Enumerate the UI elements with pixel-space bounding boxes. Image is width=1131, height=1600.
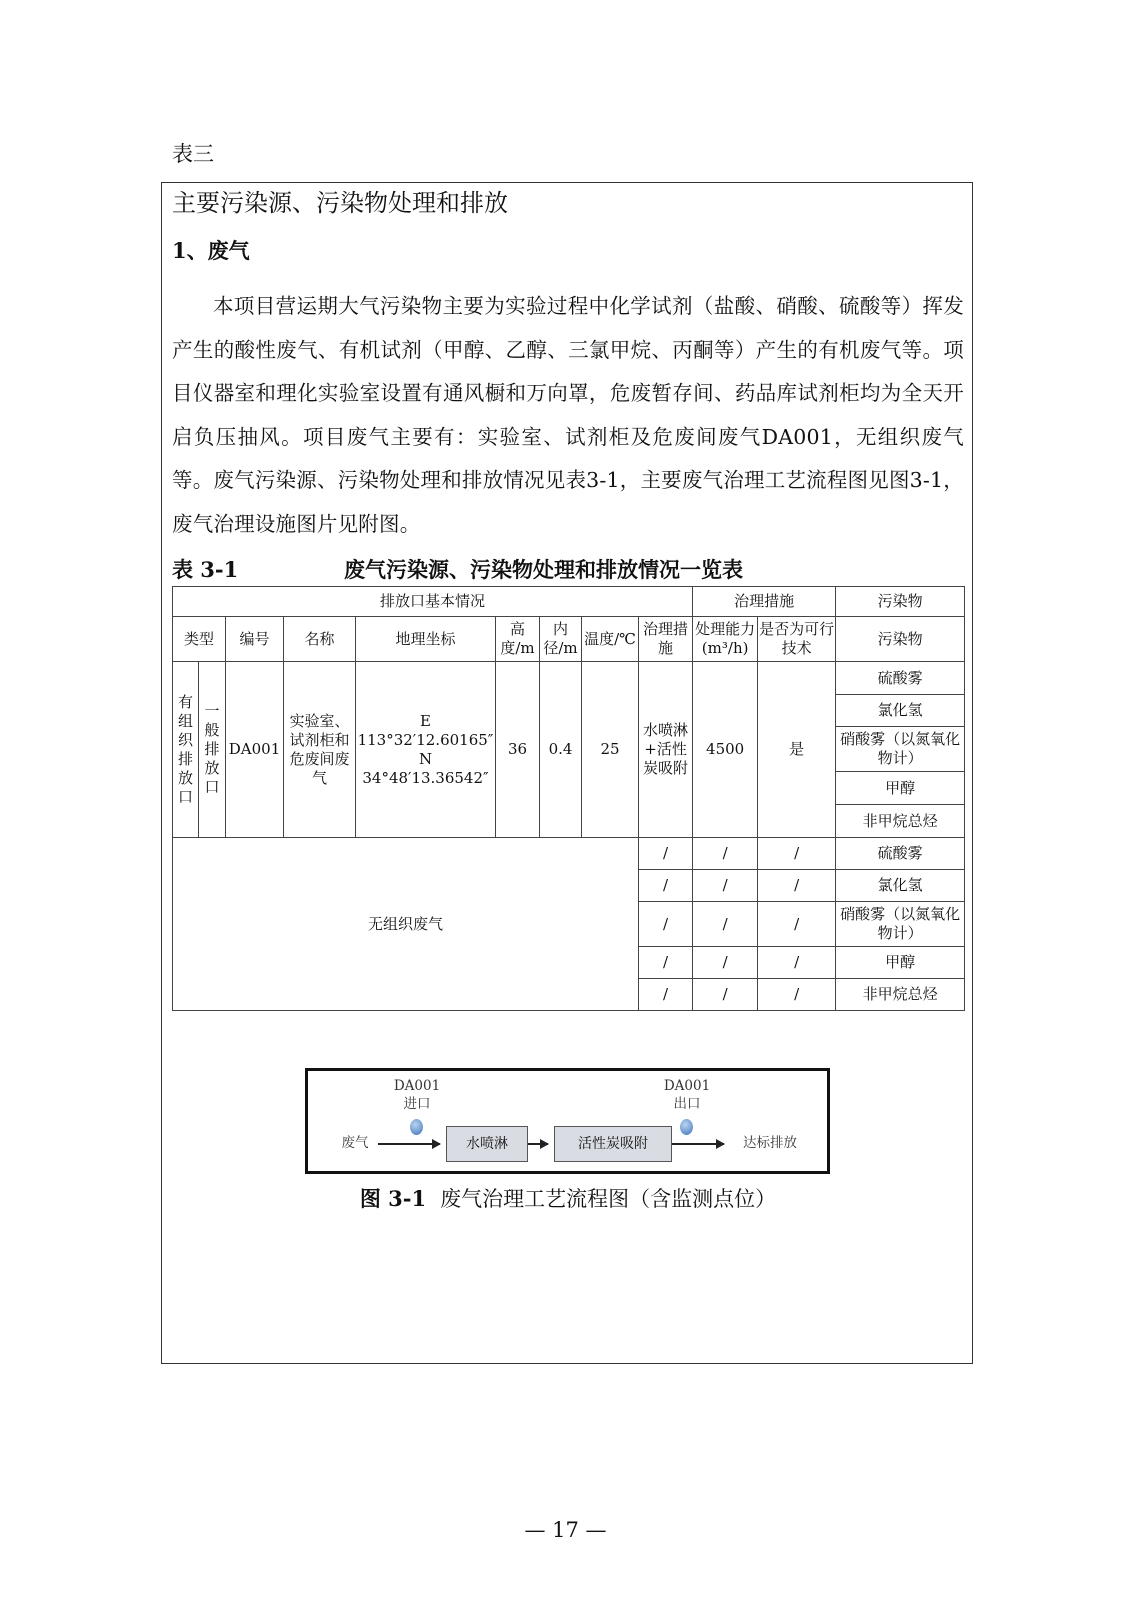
table-caption-number: 表 3-1 — [172, 557, 239, 582]
fugitive-feasible: / — [758, 947, 836, 979]
fugitive-measure: / — [639, 902, 693, 947]
arrow-2-icon — [528, 1143, 548, 1145]
outlet-code: DA001 — [226, 662, 284, 838]
outlet-monitor-point-icon — [680, 1119, 693, 1135]
fugitive-capacity: / — [693, 979, 758, 1011]
pollutant-cell: 硝酸雾（以氮氧化物计） — [836, 727, 965, 772]
fugitive-feasible: / — [758, 902, 836, 947]
treatment-capacity: 4500 — [693, 662, 758, 838]
type-general-outlet: 一般排放口 — [199, 662, 226, 838]
type-organized: 有组织排放口 — [173, 662, 199, 838]
fugitive-capacity: / — [693, 902, 758, 947]
section-heading: 主要污染源、污染物处理和排放 — [172, 189, 508, 217]
outlet-name: 实验室、试剂柜和危废间废气 — [284, 662, 356, 838]
process-flow-diagram — [305, 1068, 830, 1174]
step-activated-carbon: 活性炭吸附 — [554, 1126, 672, 1162]
fugitive-capacity: / — [693, 838, 758, 870]
outlet-coords — [356, 662, 496, 838]
sub-heading: 1、废气 — [172, 238, 250, 263]
col-header-name: 名称 — [284, 617, 356, 662]
fugitive-capacity: / — [693, 947, 758, 979]
content-frame — [161, 182, 973, 1364]
fugitive-pollutant: 硫酸雾 — [836, 838, 965, 870]
fugitive-feasible: / — [758, 979, 836, 1011]
col-header-pollutant: 污染物 — [836, 617, 965, 662]
fugitive-pollutant: 氯化氢 — [836, 870, 965, 902]
outlet-point-label — [652, 1077, 722, 1113]
emission-table — [172, 586, 965, 1011]
group-header-outlet: 排放口基本情况 — [173, 587, 693, 617]
pollutant-cell: 非甲烷总烃 — [836, 805, 965, 838]
table-caption — [172, 555, 964, 585]
fugitive-capacity: / — [693, 870, 758, 902]
pollutant-cell: 硫酸雾 — [836, 662, 965, 695]
col-header-type: 类型 — [173, 617, 226, 662]
group-header-treatment: 治理措施 — [693, 587, 836, 617]
outlet-code: DA001 — [663, 1078, 711, 1094]
flow-end: 达标排放 — [743, 1135, 797, 1151]
fugitive-feasible: / — [758, 838, 836, 870]
fugitive-pollutant: 非甲烷总烃 — [836, 979, 965, 1011]
arrow-3-icon — [672, 1143, 724, 1145]
col-header-coords: 地理坐标 — [356, 617, 496, 662]
col-header-measure: 治理措施 — [639, 617, 693, 662]
fugitive-measure: / — [639, 979, 693, 1011]
col-header-code: 编号 — [226, 617, 284, 662]
coord-north: N 34°48′13.36542″ — [362, 749, 489, 787]
col-header-feasible: 是否为可行技术 — [758, 617, 836, 662]
inlet-label: 进口 — [403, 1096, 431, 1112]
pollutant-cell: 氯化氢 — [836, 695, 965, 727]
col-header-height: 高度/m — [496, 617, 540, 662]
fugitive-pollutant: 硝酸雾（以氮氧化物计） — [836, 902, 965, 947]
figure-caption — [162, 1183, 974, 1213]
col-header-diameter: 内径/m — [540, 617, 582, 662]
group-header-pollutant: 污染物 — [836, 587, 965, 617]
body-paragraph: 本项目营运期大气污染物主要为实验过程中化学试剂（盐酸、硝酸、硫酸等）挥发产生的酸性废气、有机试剂（甲醇、乙醇、三氯甲烷、丙酮等）产生的有机废气等。项目仪器室和理化实验室设置有通风橱和万向罩，危废暂存间、药品库试剂柜均为全天开启负压抽风。项目废气主要有：实验室、试剂柜及危废间废气DA001，无组织废气等。废气污染源、污染物处理和排放情况见表3-1，主要废气治理工艺流程图见图3-1，废气治理设施图片见附图。 — [172, 294, 964, 536]
outlet-label: 出口 — [673, 1096, 701, 1112]
outlet-diameter: 0.4 — [540, 662, 582, 838]
fugitive-label: 无组织废气 — [173, 838, 639, 1011]
flow-start: 废气 — [341, 1135, 369, 1151]
outlet-temp: 25 — [582, 662, 639, 838]
inlet-monitor-point-icon — [410, 1119, 423, 1135]
figure-caption-title: 废气治理工艺流程图（含监测点位） — [440, 1187, 777, 1211]
inlet-code: DA001 — [393, 1078, 441, 1094]
inlet-point-label — [382, 1077, 452, 1113]
fugitive-measure: / — [639, 947, 693, 979]
treatment-measure: 水喷淋+活性炭吸附 — [639, 662, 693, 838]
fugitive-measure: / — [639, 838, 693, 870]
page-number: — 17 — — [524, 1518, 607, 1542]
outlet-height: 36 — [496, 662, 540, 838]
coord-east: E 113°32′12.60165″ — [357, 711, 494, 749]
fugitive-pollutant: 甲醇 — [836, 947, 965, 979]
table-caption-title: 废气污染源、污染物处理和排放情况一览表 — [344, 557, 743, 582]
step-water-spray: 水喷淋 — [446, 1126, 528, 1162]
fugitive-measure: / — [639, 870, 693, 902]
col-header-capacity: 处理能力(m³/h) — [693, 617, 758, 662]
figure-caption-number: 图 3-1 — [359, 1186, 427, 1211]
treatment-feasible: 是 — [758, 662, 836, 838]
fugitive-feasible: / — [758, 870, 836, 902]
col-header-temp: 温度/℃ — [582, 617, 639, 662]
pollutant-cell: 甲醇 — [836, 772, 965, 805]
arrow-1-icon — [378, 1143, 440, 1145]
table-label: 表三 — [172, 142, 214, 166]
